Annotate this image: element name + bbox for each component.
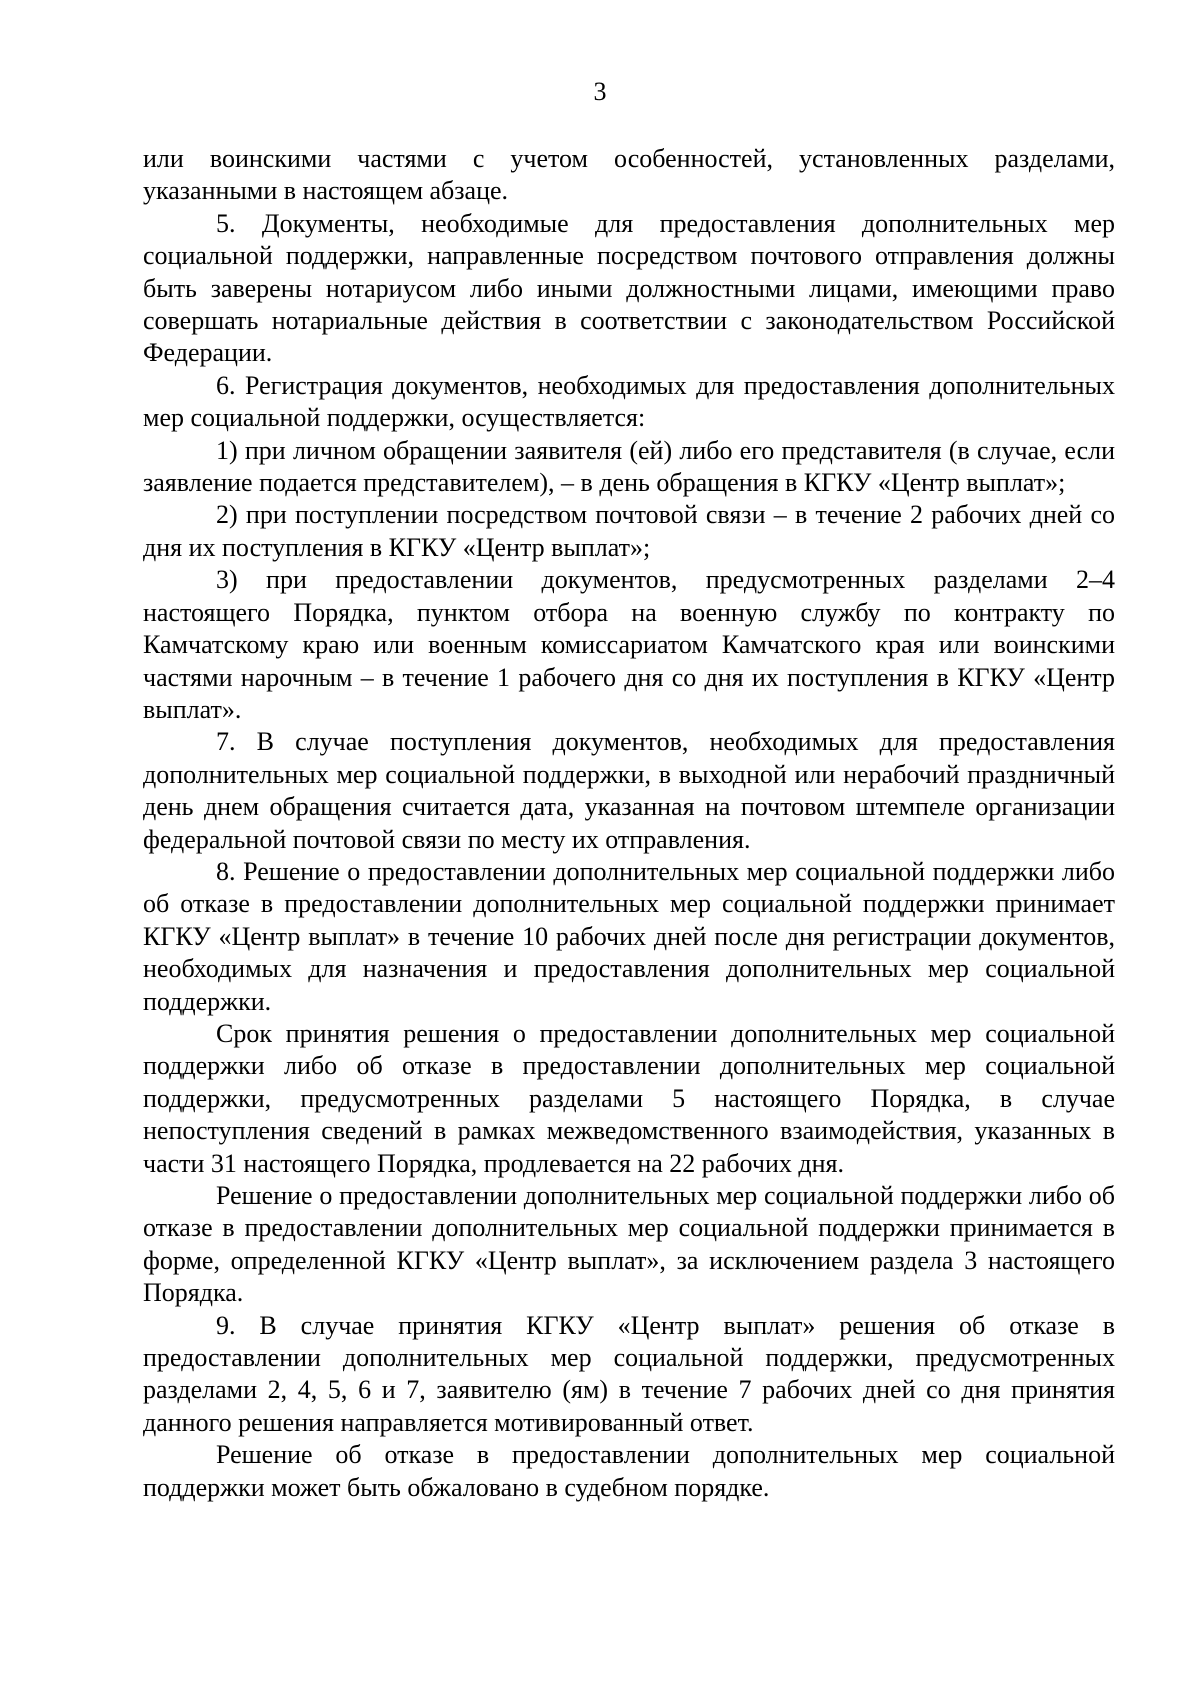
paragraph: 8. Решение о предоставлении дополнительных мер социальной поддержки либо об отказе в предоставлении дополнительных мер социальной поддержки принимает КГКУ «Центр выплат» в течение 10 рабочих дней после дня регистрации документов, необходимых для назначения и предоставления дополнительных мер социальной поддержки. [143,856,1115,1016]
paragraph: 9. В случае принятия КГКУ «Центр выплат» решения об отказе в предоставлении дополнительных мер социальной поддержки, предусмотренных разделами 2, 4, 5, 6 и 7, заявителю (ям) в течение 7 рабочих дней со дня принятия данного решения направляется мотивированный ответ. [143,1310,1115,1437]
paragraph: 2) при поступлении посредством почтовой связи – в течение 2 рабочих дней со дня их поступления в КГКУ «Центр выплат»; [143,500,1115,562]
document-body [143,143,1115,1504]
paragraph: 3) при предоставлении документов, предусмотренных разделами 2–4 настоящего Порядка, пунктом отбора на военную службу по контракту по Камчатскому краю или военным комиссариатом Камчатского края или воинскими частями нарочным – в течение 1 рабочего дня со дня их поступления в КГКУ «Центр выплат». [143,565,1115,724]
paragraph: Решение об отказе в предоставлении дополнительных мер социальной поддержки может быть обжаловано в судебном порядке. [143,1440,1115,1502]
paragraph: или воинскими частями с учетом особенностей, установленных разделами, указанными в настоящем абзаце. [143,144,1115,206]
paragraph: 6. Регистрация документов, необходимых для предоставления дополнительных мер социальной поддержки, осуществляется: [143,370,1115,433]
paragraph: Решение о предоставлении дополнительных мер социальной поддержки либо об отказе в предоставлении дополнительных мер социальной поддержки принимается в форме, определенной КГКУ «Центр выплат», за исключением раздела 3 настоящего Порядка. [143,1181,1115,1308]
paragraph: Срок принятия решения о предоставлении дополнительных мер социальной поддержки либо об отказе в предоставлении дополнительных мер социальной поддержки, предусмотренных разделами 5 настоящего Порядка, в случае непоступления сведений в рамках межведомственного взаимодействия, указанных в части 31 настоящего Порядка, продлевается на 22 рабочих дня. [143,1018,1115,1178]
paragraph: 7. В случае поступления документов, необходимых для предоставления дополнительных мер социальной поддержки, в выходной или нерабочий праздничный день днем обращения считается дата, указанная на почтовом штемпеле организации федеральной почтовой связи по месту их отправления. [143,727,1115,854]
paragraph: 5. Документы, необходимые для предоставления дополнительных мер социальной поддержки, направленные посредством почтового отправления должны быть заверены нотариусом либо иными должностными лицами, имеющими право совершать нотариальные действия в соответствии с законодательством Российской Федерации. [143,208,1115,368]
paragraph: 1) при личном обращении заявителя (ей) либо его представителя (в случае, если заявление подается представителем), – в день обращения в КГКУ «Центр выплат»; [143,435,1115,498]
page-number: 3 [593,77,607,106]
